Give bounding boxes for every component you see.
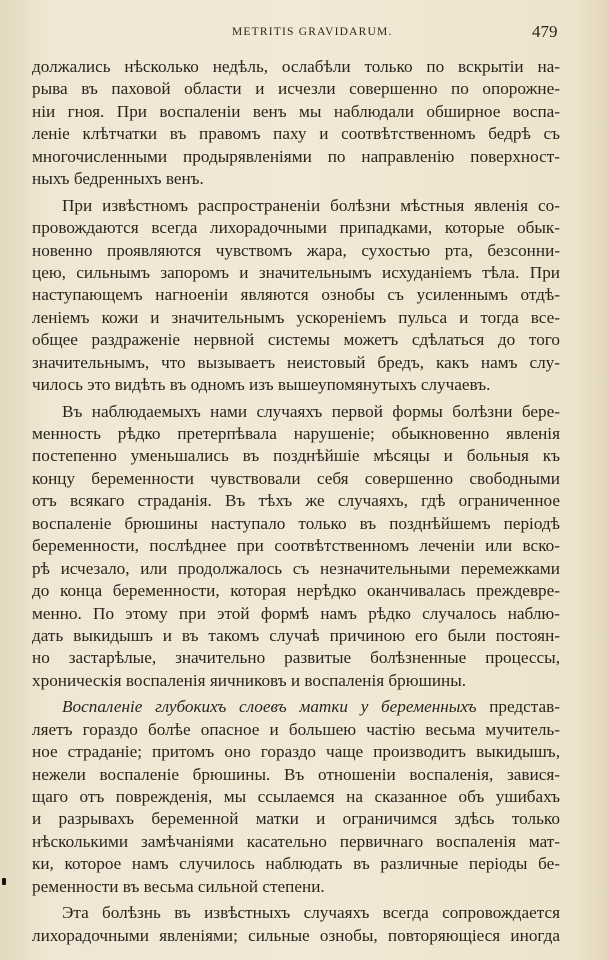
text-line: провождаются всегда лихорадочными припадками, которые обык- xyxy=(32,218,560,238)
text-line: ки, которое намъ случилось наблюдать въ различные періоды бе- xyxy=(32,854,560,874)
text-line: отъ всякаго страданія. Въ тѣхъ же случаяхъ, гдѣ ограниченное xyxy=(32,491,560,511)
text-line: менно. По этому при этой формѣ намъ рѣдко случалось наблю- xyxy=(32,603,560,623)
page-number: 479 xyxy=(532,22,558,41)
text-line: хроническія воспаленія яичниковъ и воспаленія брюшины. xyxy=(32,670,467,690)
text-line: ніи гноя. При воспаленіи венъ мы наблюдали обширное воспа- xyxy=(32,101,560,121)
paragraph xyxy=(32,56,560,191)
text-line: Въ наблюдаемыхъ нами случаяхъ первой формы болѣзни бере- xyxy=(62,401,560,421)
paragraph xyxy=(32,696,560,898)
text-line: беременности, послѣднее при соотвѣтственномъ леченіи или вско- xyxy=(32,536,560,556)
paragraph xyxy=(32,195,560,397)
text-line: и разрывахъ беременной матки и ограничимся здѣсь только xyxy=(32,809,560,829)
paragraph xyxy=(32,401,560,693)
text-line: нѣсколькими замѣчаніями касательно первичнаго воспаленія мат- xyxy=(32,831,560,851)
text-line: до конца беременности, которая нерѣдко оканчивалась преждевре- xyxy=(32,581,560,601)
text-line: новенно проявляются чувствомъ жара, сухостью рта, безсонни- xyxy=(32,240,560,260)
text-line: концу беременности чувствовали себя совершенно свободными xyxy=(32,468,560,488)
text-line xyxy=(32,696,560,718)
text-line: но застарѣлые, значительно развитые болѣзненные процессы, xyxy=(32,648,560,668)
text-line: чилось это видѣть въ одномъ изъ вышеупомянутыхъ случаевъ. xyxy=(32,375,491,395)
text-line: воспаленіе брюшины наступало только въ позднѣйшемъ періодѣ xyxy=(32,513,560,533)
text-line: значительнымъ, что вызываетъ неистовый бредъ, какъ намъ слу- xyxy=(32,352,560,372)
text-line: ляетъ гораздо болѣе опасное и большею частію весьма мучитель- xyxy=(32,719,560,739)
text-line: общее раздраженіе нервной системы можетъ сдѣлаться до того xyxy=(32,330,560,350)
text-line: должались нѣсколько недѣль, ослабѣли только по вскрытіи на- xyxy=(32,57,560,76)
text-span: представ- xyxy=(476,697,560,717)
text-line: многочисленными продырявленіями по направленію поверхност- xyxy=(32,146,560,166)
paragraph xyxy=(32,902,560,947)
running-header xyxy=(0,22,609,46)
text-line: Эта болѣзнь въ извѣстныхъ случаяхъ всегда сопровождается xyxy=(62,903,560,923)
italic-heading: Воспаленіе глубокихъ слоевъ матки у беременныхъ xyxy=(62,697,477,717)
text-line: леніе клѣтчатки въ правомъ паху и соотвѣтственномъ бедрѣ съ xyxy=(32,124,560,144)
text-line: ное страданіе; притомъ оно гораздо чаще производитъ выкидышъ, xyxy=(32,742,560,762)
text-line: дать выкидышъ и въ такомъ случаѣ причиною его были постоян- xyxy=(32,625,560,645)
text-line: цею, сильнымъ запоромъ и значительнымъ исхуданіемъ тѣла. При xyxy=(32,262,560,282)
text-line: ныхъ бедренныхъ венъ. xyxy=(32,169,204,189)
text-line: постепенно уменьшались въ позднѣйшіе мѣсяцы и больныя къ xyxy=(32,446,560,466)
running-title: METRITIS GRAVIDARUM. xyxy=(232,26,393,38)
text-line: щаго отъ поврежденія, мы ссылаемся на сказанное объ ушибахъ xyxy=(32,787,560,806)
body-text xyxy=(32,56,560,947)
text-line: нежели воспаленіе брюшины. Въ отношеніи воспаленія, завися- xyxy=(32,764,560,784)
text-line: лихорадочными явленіями; сильные ознобы, повторяющіеся иногда xyxy=(32,925,560,945)
text-line: рѣ исчезало, или продолжалось съ незначительными перемежками xyxy=(32,558,560,578)
text-line: При извѣстномъ распространеніи болѣзни мѣстныя явленія со- xyxy=(62,195,560,215)
ink-mark xyxy=(2,878,6,885)
text-line: менность рѣдко претерпѣвала нарушеніе; обыкновенно явленія xyxy=(32,424,560,443)
text-line: рыва въ паховой области и исчезли совершенно по опорожне- xyxy=(32,79,560,99)
text-line: наступающемъ нагноеніи являются ознобы съ усиленнымъ отдѣ- xyxy=(32,285,560,305)
text-line: леніемъ кожи и значительнымъ ускореніемъ пульса и тогда все- xyxy=(32,307,560,327)
text-line: ременности въ весьма сильной степени. xyxy=(32,876,325,896)
